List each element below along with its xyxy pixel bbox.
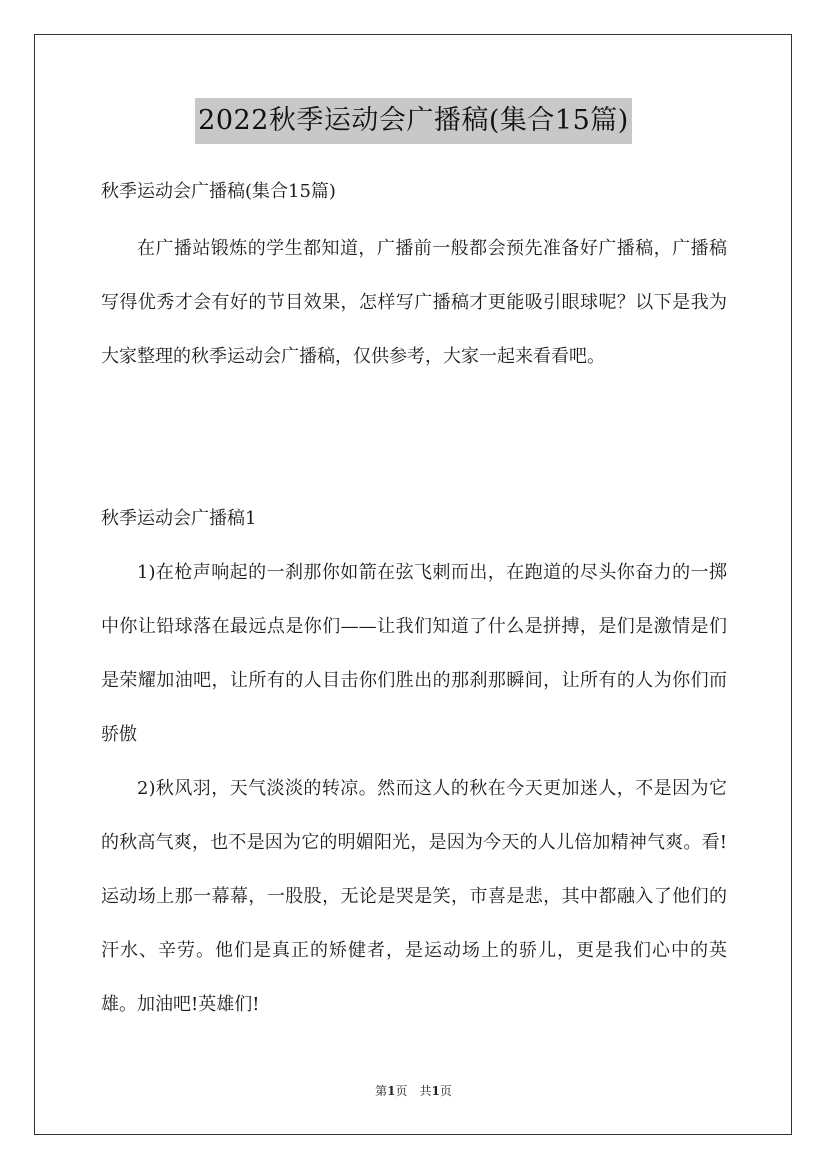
title-container xyxy=(0,98,827,144)
document-subtitle: 秋季运动会广播稿(集合15篇) xyxy=(101,181,336,202)
document-title: 2022秋季运动会广播稿(集合15篇) xyxy=(195,98,632,144)
intro-paragraph: 在广播站锻炼的学生都知道，广播前一般都会预先准备好广播稿，广播稿写得优秀才会有好的节目效果，怎样写广播稿才更能吸引眼球呢？以下是我为大家整理的秋季运动会广播稿，仅供参考，大家一起来看看吧。 xyxy=(101,238,727,367)
page-footer xyxy=(0,1083,827,1099)
footer-page-current: 1 xyxy=(387,1084,396,1098)
footer-prefix: 第 xyxy=(375,1084,388,1098)
section-heading: 秋季运动会广播稿1 xyxy=(101,508,257,529)
footer-mid: 页 共 xyxy=(395,1084,432,1098)
paragraph-1: 1)在枪声响起的一刹那你如箭在弦飞刺而出，在跑道的尽头你奋力的一掷中你让铅球落在最远点是你们——让我们知道了什么是拼搏，是们是激情是们是荣耀加油吧，让所有的人目击你们胜出的那刹那瞬间，让所有的人为你们而骄傲 xyxy=(101,562,727,745)
footer-page-total: 1 xyxy=(431,1084,440,1098)
paragraph-2: 2)秋风羽，天气淡淡的转凉。然而这人的秋在今天更加迷人，不是因为它的秋高气爽，也不是因为它的明媚阳光，是因为今天的人儿倍加精神气爽。看!运动场上那一幕幕，一股股，无论是哭是笑，市喜是悲，其中都融入了他们的汗水、辛劳。他们是真正的矫健者，是运动场上的骄儿，更是我们心中的英雄。加油吧!英雄们! xyxy=(101,778,727,1015)
footer-suffix: 页 xyxy=(439,1084,452,1098)
